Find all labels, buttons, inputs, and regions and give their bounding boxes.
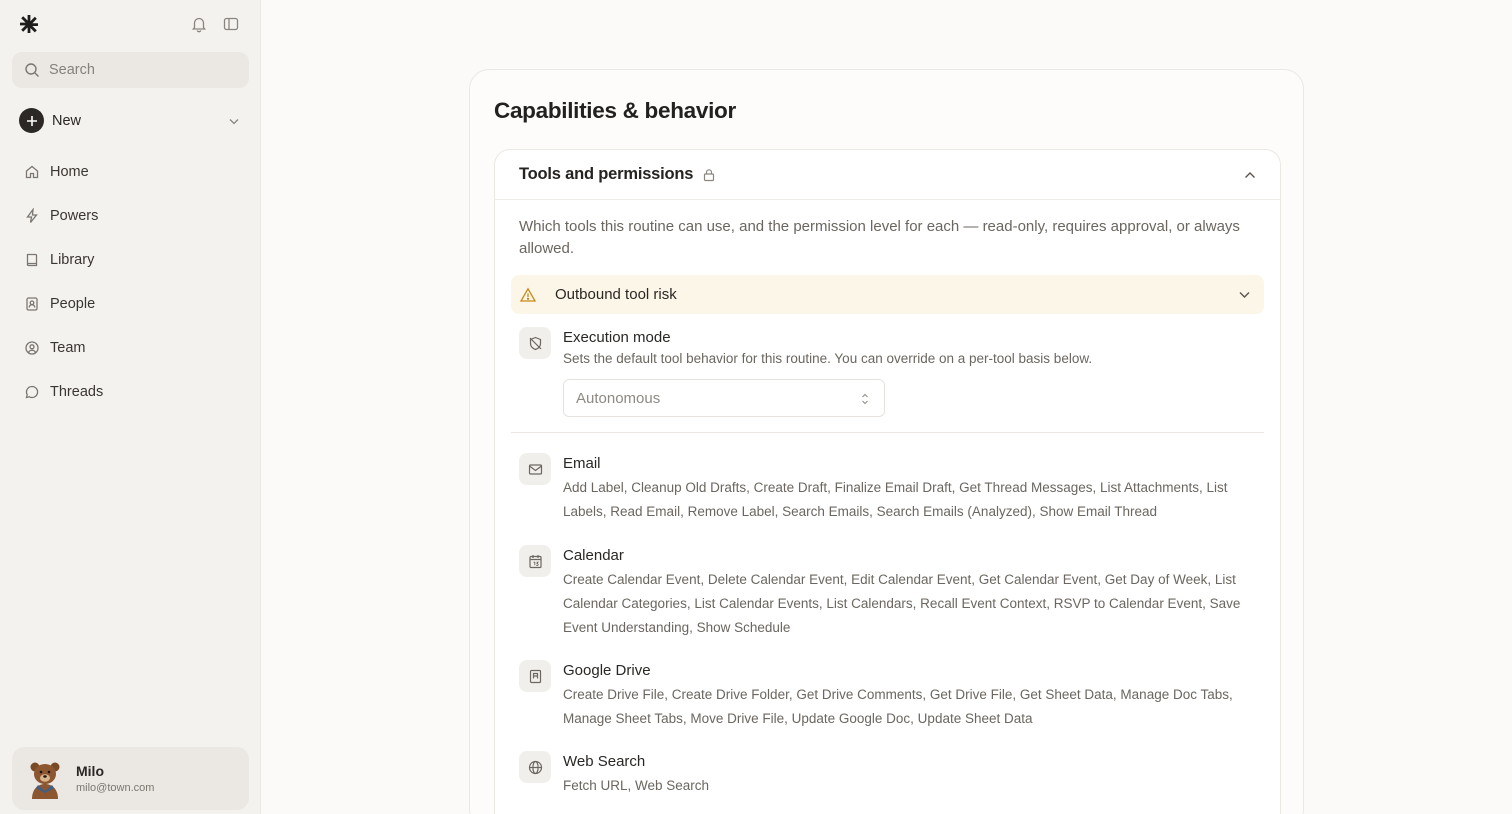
tool-email-description: Add Label, Cleanup Old Drafts, Create Draft, Finalize Email Draft, Get Thread Messages, List Attachments, List Labels, Read Email, Remove Label, Search Emails, Search Emails (Analyzed), Show Email Thread <box>563 480 1228 519</box>
mail-icon <box>519 453 551 485</box>
tool-calendar-title: Calendar <box>563 547 624 564</box>
chevron-down-icon[interactable] <box>1237 287 1252 302</box>
sidebar-item-label: Threads <box>50 384 104 400</box>
avatar <box>28 759 62 799</box>
sidebar-item-home[interactable] <box>24 160 244 184</box>
sidebar <box>0 0 261 814</box>
sidebar-item-powers[interactable] <box>24 204 244 228</box>
execution-mode-value: Autonomous <box>576 389 661 407</box>
home-icon <box>24 164 40 180</box>
chevron-down-icon[interactable] <box>227 114 241 128</box>
contact-book-icon <box>24 296 40 312</box>
user-name: Milo <box>76 763 104 779</box>
lock-icon <box>702 168 716 182</box>
new-label: New <box>52 112 82 129</box>
chevron-up-icon[interactable] <box>1242 167 1258 183</box>
bolt-icon <box>24 208 40 224</box>
bell-icon[interactable] <box>190 15 208 33</box>
page-title: Capabilities & behavior <box>494 98 736 123</box>
globe-icon <box>519 751 551 783</box>
shield-off-icon <box>519 327 551 359</box>
book-icon <box>24 252 40 268</box>
tools-permissions-section <box>494 149 1281 814</box>
capabilities-card <box>469 69 1304 814</box>
sidebar-item-label: Library <box>50 252 95 268</box>
section-description: Which tools this routine can use, and the permission level for each — read-only, requires approval, or always allowed. <box>519 218 1240 257</box>
tool-drive-title: Google Drive <box>563 662 651 679</box>
sidebar-item-library[interactable] <box>24 248 244 272</box>
search-placeholder: Search <box>49 62 95 78</box>
tool-drive-description: Create Drive File, Create Drive Folder, Get Drive Comments, Get Drive File, Get Sheet Data, Manage Doc Tabs, Manage Sheet Tabs, Move Drive File, Update Google Doc, Update Sheet Data <box>563 687 1233 726</box>
risk-banner-label: Outbound tool risk <box>555 286 677 303</box>
calendar-icon <box>519 545 551 577</box>
chat-bubble-icon <box>24 384 40 400</box>
select-arrows-icon <box>860 392 870 406</box>
search-input[interactable] <box>12 52 249 88</box>
sidebar-toggle-icon[interactable] <box>222 15 240 33</box>
app-logo-icon[interactable] <box>19 14 39 34</box>
execution-mode-select[interactable] <box>563 379 885 417</box>
divider <box>511 432 1264 433</box>
plus-icon <box>19 108 44 133</box>
tool-web-search-title: Web Search <box>563 753 646 770</box>
sidebar-item-team[interactable] <box>24 336 244 360</box>
drive-icon <box>519 660 551 692</box>
tools-permissions-header[interactable] <box>495 150 1280 200</box>
user-profile-card[interactable] <box>12 747 249 810</box>
sidebar-item-label: Team <box>50 340 86 356</box>
sidebar-item-label: Powers <box>50 208 99 224</box>
sidebar-item-people[interactable] <box>24 292 244 316</box>
outbound-risk-banner[interactable] <box>511 275 1264 314</box>
tool-calendar-description: Create Calendar Event, Delete Calendar Event, Edit Calendar Event, Get Calendar Event, Get Day of Week, List Calendar Categories, List Calendar Events, List Calendars, Recall Event Context, RSVP to Calendar Event, Save Event Understanding, Show Schedule <box>563 572 1241 635</box>
execution-mode-description: Sets the default tool behavior for this routine. You can override on a per-tool basis below. <box>563 351 1093 366</box>
user-circle-icon <box>24 340 40 356</box>
search-icon <box>24 62 40 78</box>
section-title: Tools and permissions <box>519 165 694 183</box>
execution-mode-title: Execution mode <box>563 329 671 346</box>
sidebar-item-threads[interactable] <box>24 380 244 404</box>
user-email: milo@town.com <box>76 782 155 794</box>
warning-icon <box>520 287 536 303</box>
tool-web-search-description: Fetch URL, Web Search <box>563 778 710 793</box>
sidebar-item-label: Home <box>50 164 89 180</box>
tool-email-title: Email <box>563 455 601 472</box>
new-button[interactable] <box>19 108 241 133</box>
sidebar-item-label: People <box>50 296 96 312</box>
